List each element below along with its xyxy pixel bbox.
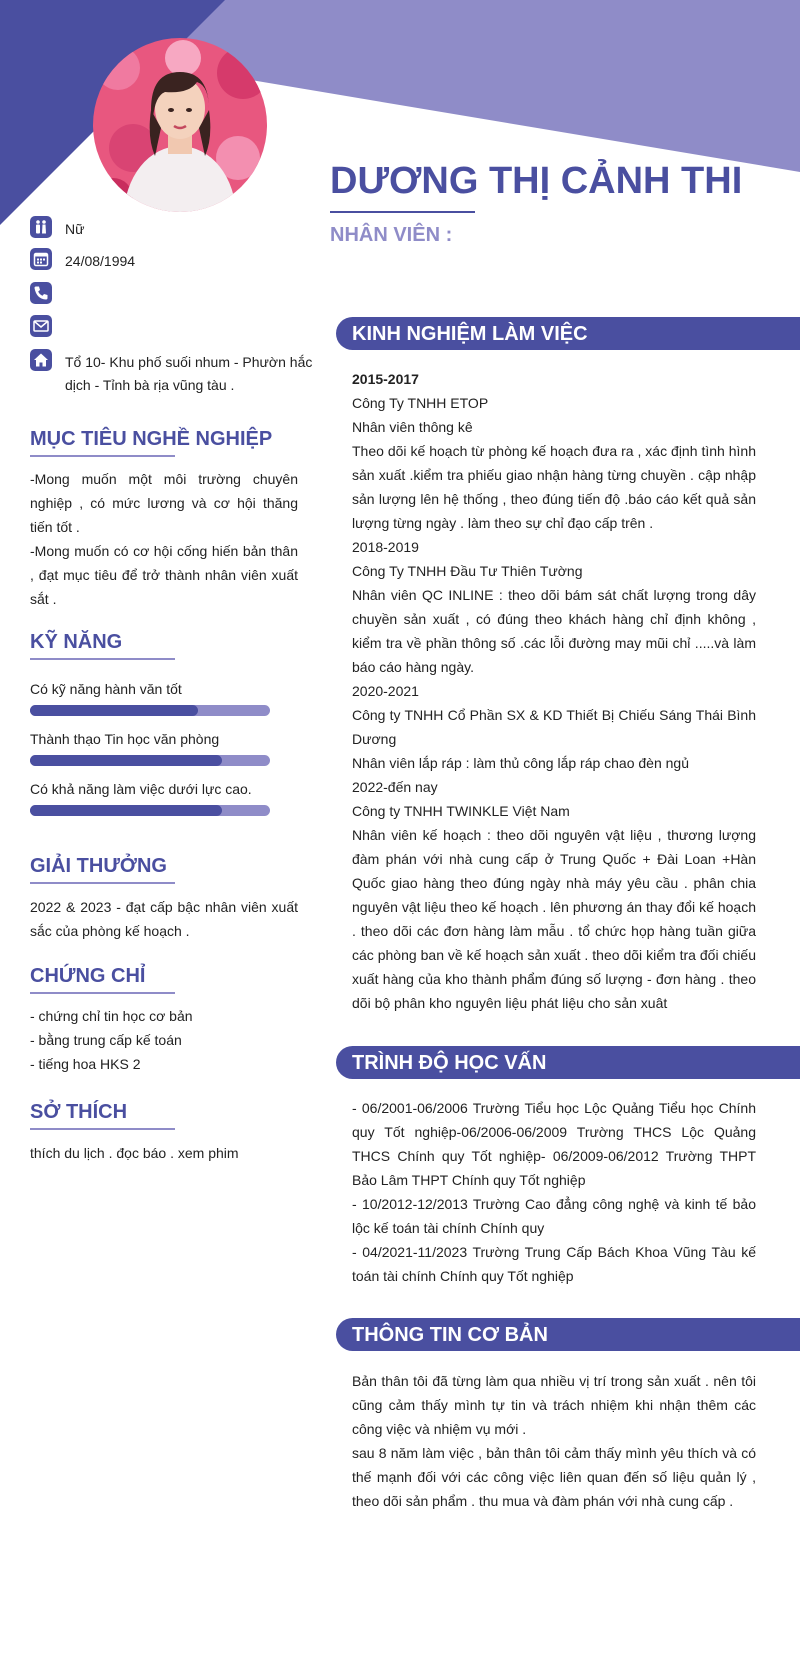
experience-text	[352, 367, 756, 1015]
objective-text	[30, 467, 298, 611]
experience-role: Nhân viên thông kê	[352, 419, 473, 435]
avatar	[93, 38, 267, 212]
experience-period: 2020-2021	[352, 683, 419, 699]
birthday-value: 24/08/1994	[65, 253, 136, 269]
education-line: - 04/2021-11/2023 Trường Trung Cấp Bách Khoa Vũng Tàu kế toán tài chính Chính quy Tốt nghiệp	[352, 1244, 756, 1284]
email-icon	[30, 315, 52, 337]
basic-info-line: sau 8 năm làm việc , bản thân tôi cảm thấy mình yêu thích và có thế mạnh đối với các công việc liên quan đến số liệu quản lý , theo dõi sản phẩm . thu mua và đàm phán với nhà cung cấp .	[352, 1445, 756, 1509]
education-banner	[336, 1046, 800, 1079]
gender-icon	[30, 216, 52, 238]
experience-heading: KINH NGHIỆM LÀM VIỆC	[352, 323, 588, 345]
skill-bar-fill	[30, 805, 222, 816]
objective-line: -Mong muốn một môi trường chuyên nghiệp , có mức lương và cơ hội thăng tiến tốt .	[30, 471, 298, 535]
skills-underline	[30, 658, 175, 660]
experience-period: 2022-đến nay	[352, 779, 438, 795]
home-icon	[30, 349, 52, 371]
certificates-text	[30, 1004, 298, 1076]
candidate-position: NHÂN VIÊN :	[330, 224, 453, 246]
experience-company: Công Ty TNHH Đầu Tư Thiên Tường	[352, 563, 583, 579]
experience-description: Nhân viên kế hoạch : theo dõi nguyên vật liệu , thương lượng đàm phán với nhà cung cấp ở Trung Quốc + Đài Loan +Hàn Quốc giao hàng theo đúng ngày nhà máy yêu cầu . phân chia nguyên vật liệu theo kế hoạch . lên phương án thay đổi kế hoạch . theo dõi các đơn hàng làm mẫu . tổ chức họp hàng tuần giữa các phòng ban về kế hoạch sản xuất . theo dõi kiểm tra đối chiếu xuất hàng của kho thành phẩm đúng số lượng - đơn hàng . theo dõi bộ phân kho nguyên liệu phát liệu cho sản xuât	[352, 827, 756, 1011]
skill-bar	[30, 805, 270, 816]
basic-info-heading: THÔNG TIN CƠ BẢN	[352, 1324, 548, 1346]
experience-description: Nhân viên QC INLINE : theo dõi bám sát chất lượng trong dây chuyền sản xuất , có đúng theo khách hàng chỉ định không , kiểm tra về phần thông số .các lỗi đường may mũi chỉ .....và làm báo cáo hàng ngày.	[352, 587, 756, 675]
certificates-underline	[30, 992, 175, 994]
experience-description: Nhân viên lắp ráp : làm thủ công lắp ráp chao đèn ngủ	[352, 755, 690, 771]
hobbies-heading: SỞ THÍCH	[30, 1101, 128, 1123]
objective-heading: MỤC TIÊU NGHỀ NGHIỆP	[30, 428, 273, 450]
skill-bar-fill	[30, 705, 198, 716]
certificate-line: - chứng chỉ tin học cơ bản	[30, 1008, 193, 1024]
hobbies-text: thích du lịch . đọc báo . xem phim	[30, 1145, 239, 1161]
skill-bar	[30, 755, 270, 766]
basic-info-line: Bản thân tôi đã từng làm qua nhiều vị trí trong sản xuất . nên tôi cũng cảm thấy mình tự tin và trách nhiệm khi nhận thêm các công việc và nhiệm vụ mới .	[352, 1373, 756, 1437]
name-underline	[330, 211, 475, 213]
education-line: - 10/2012-12/2013 Trường Cao đẳng công nghệ và kinh tế bảo lộc kế toán tài chính Chính quy	[352, 1196, 756, 1236]
candidate-name: DƯƠNG THỊ CẢNH THI	[330, 160, 743, 202]
experience-company: Công ty TNHH Cổ Phần SX & KD Thiết Bị Chiếu Sáng Thái Bình Dương	[352, 707, 756, 747]
experience-company: Công ty TNHH TWINKLE Việt Nam	[352, 803, 570, 819]
certificates-heading: CHỨNG CHỈ	[30, 965, 146, 987]
experience-description: Theo dõi kế hoạch từ phòng kế hoạch đưa ra , xác định tình hình sản xuất .kiểm tra phiếu giao nhận hàng từng chuyền . cập nhập sản lượng lên hệ thống , theo đúng tiến độ .báo cáo kết quả sản lượng từng ngày . làm theo sự chỉ đạo cấp trên .	[352, 443, 756, 531]
experience-period: 2015-2017	[352, 371, 419, 387]
skill-label: Thành thạo Tin học văn phòng	[30, 731, 220, 747]
awards-text: 2022 & 2023 - đạt cấp bậc nhân viên xuất sắc của phòng kế hoạch .	[30, 899, 298, 939]
skill-label: Có khả năng làm việc dưới lực cao.	[30, 781, 252, 797]
skill-bar	[30, 705, 270, 716]
certificate-line: - tiếng hoa HKS 2	[30, 1056, 141, 1072]
education-text	[352, 1096, 756, 1288]
skills-heading: KỸ NĂNG	[30, 631, 123, 653]
certificate-line: - bằng trung cấp kế toán	[30, 1032, 182, 1048]
skill-bar-fill	[30, 755, 222, 766]
awards-heading: GIẢI THƯỞNG	[30, 855, 167, 877]
education-line: - 06/2001-06/2006 Trường Tiểu học Lộc Quảng Tiểu học Chính quy Tốt nghiệp-06/2006-06/2009 Trường THCS Lộc Quảng THCS Chính quy Tốt nghiệp- 06/2009-06/2012 Trường THPT Bảo Lâm THPT Chính quy Tốt nghiệp	[352, 1100, 756, 1188]
objective-underline	[30, 455, 175, 457]
basic-info-banner	[336, 1318, 800, 1351]
experience-banner	[336, 317, 800, 350]
calendar-icon	[30, 248, 52, 270]
hobbies-underline	[30, 1128, 175, 1130]
phone-icon	[30, 282, 52, 304]
experience-company: Công Ty TNHH ETOP	[352, 395, 489, 411]
address-value: Tổ 10- Khu phố suối nhum - Phườn hắc dịch - Tỉnh bà rịa vũng tàu .	[65, 354, 313, 393]
education-heading: TRÌNH ĐỘ HỌC VẤN	[352, 1052, 547, 1074]
awards-underline	[30, 882, 175, 884]
skill-label: Có kỹ năng hành văn tốt	[30, 681, 182, 697]
gender-value: Nữ	[65, 221, 85, 237]
basic-info-text	[352, 1369, 756, 1513]
objective-line: -Mong muốn có cơ hội cống hiến bản thân , đạt mục tiêu để trở thành nhân viên xuất sắt .	[30, 543, 298, 607]
experience-period: 2018-2019	[352, 539, 419, 555]
